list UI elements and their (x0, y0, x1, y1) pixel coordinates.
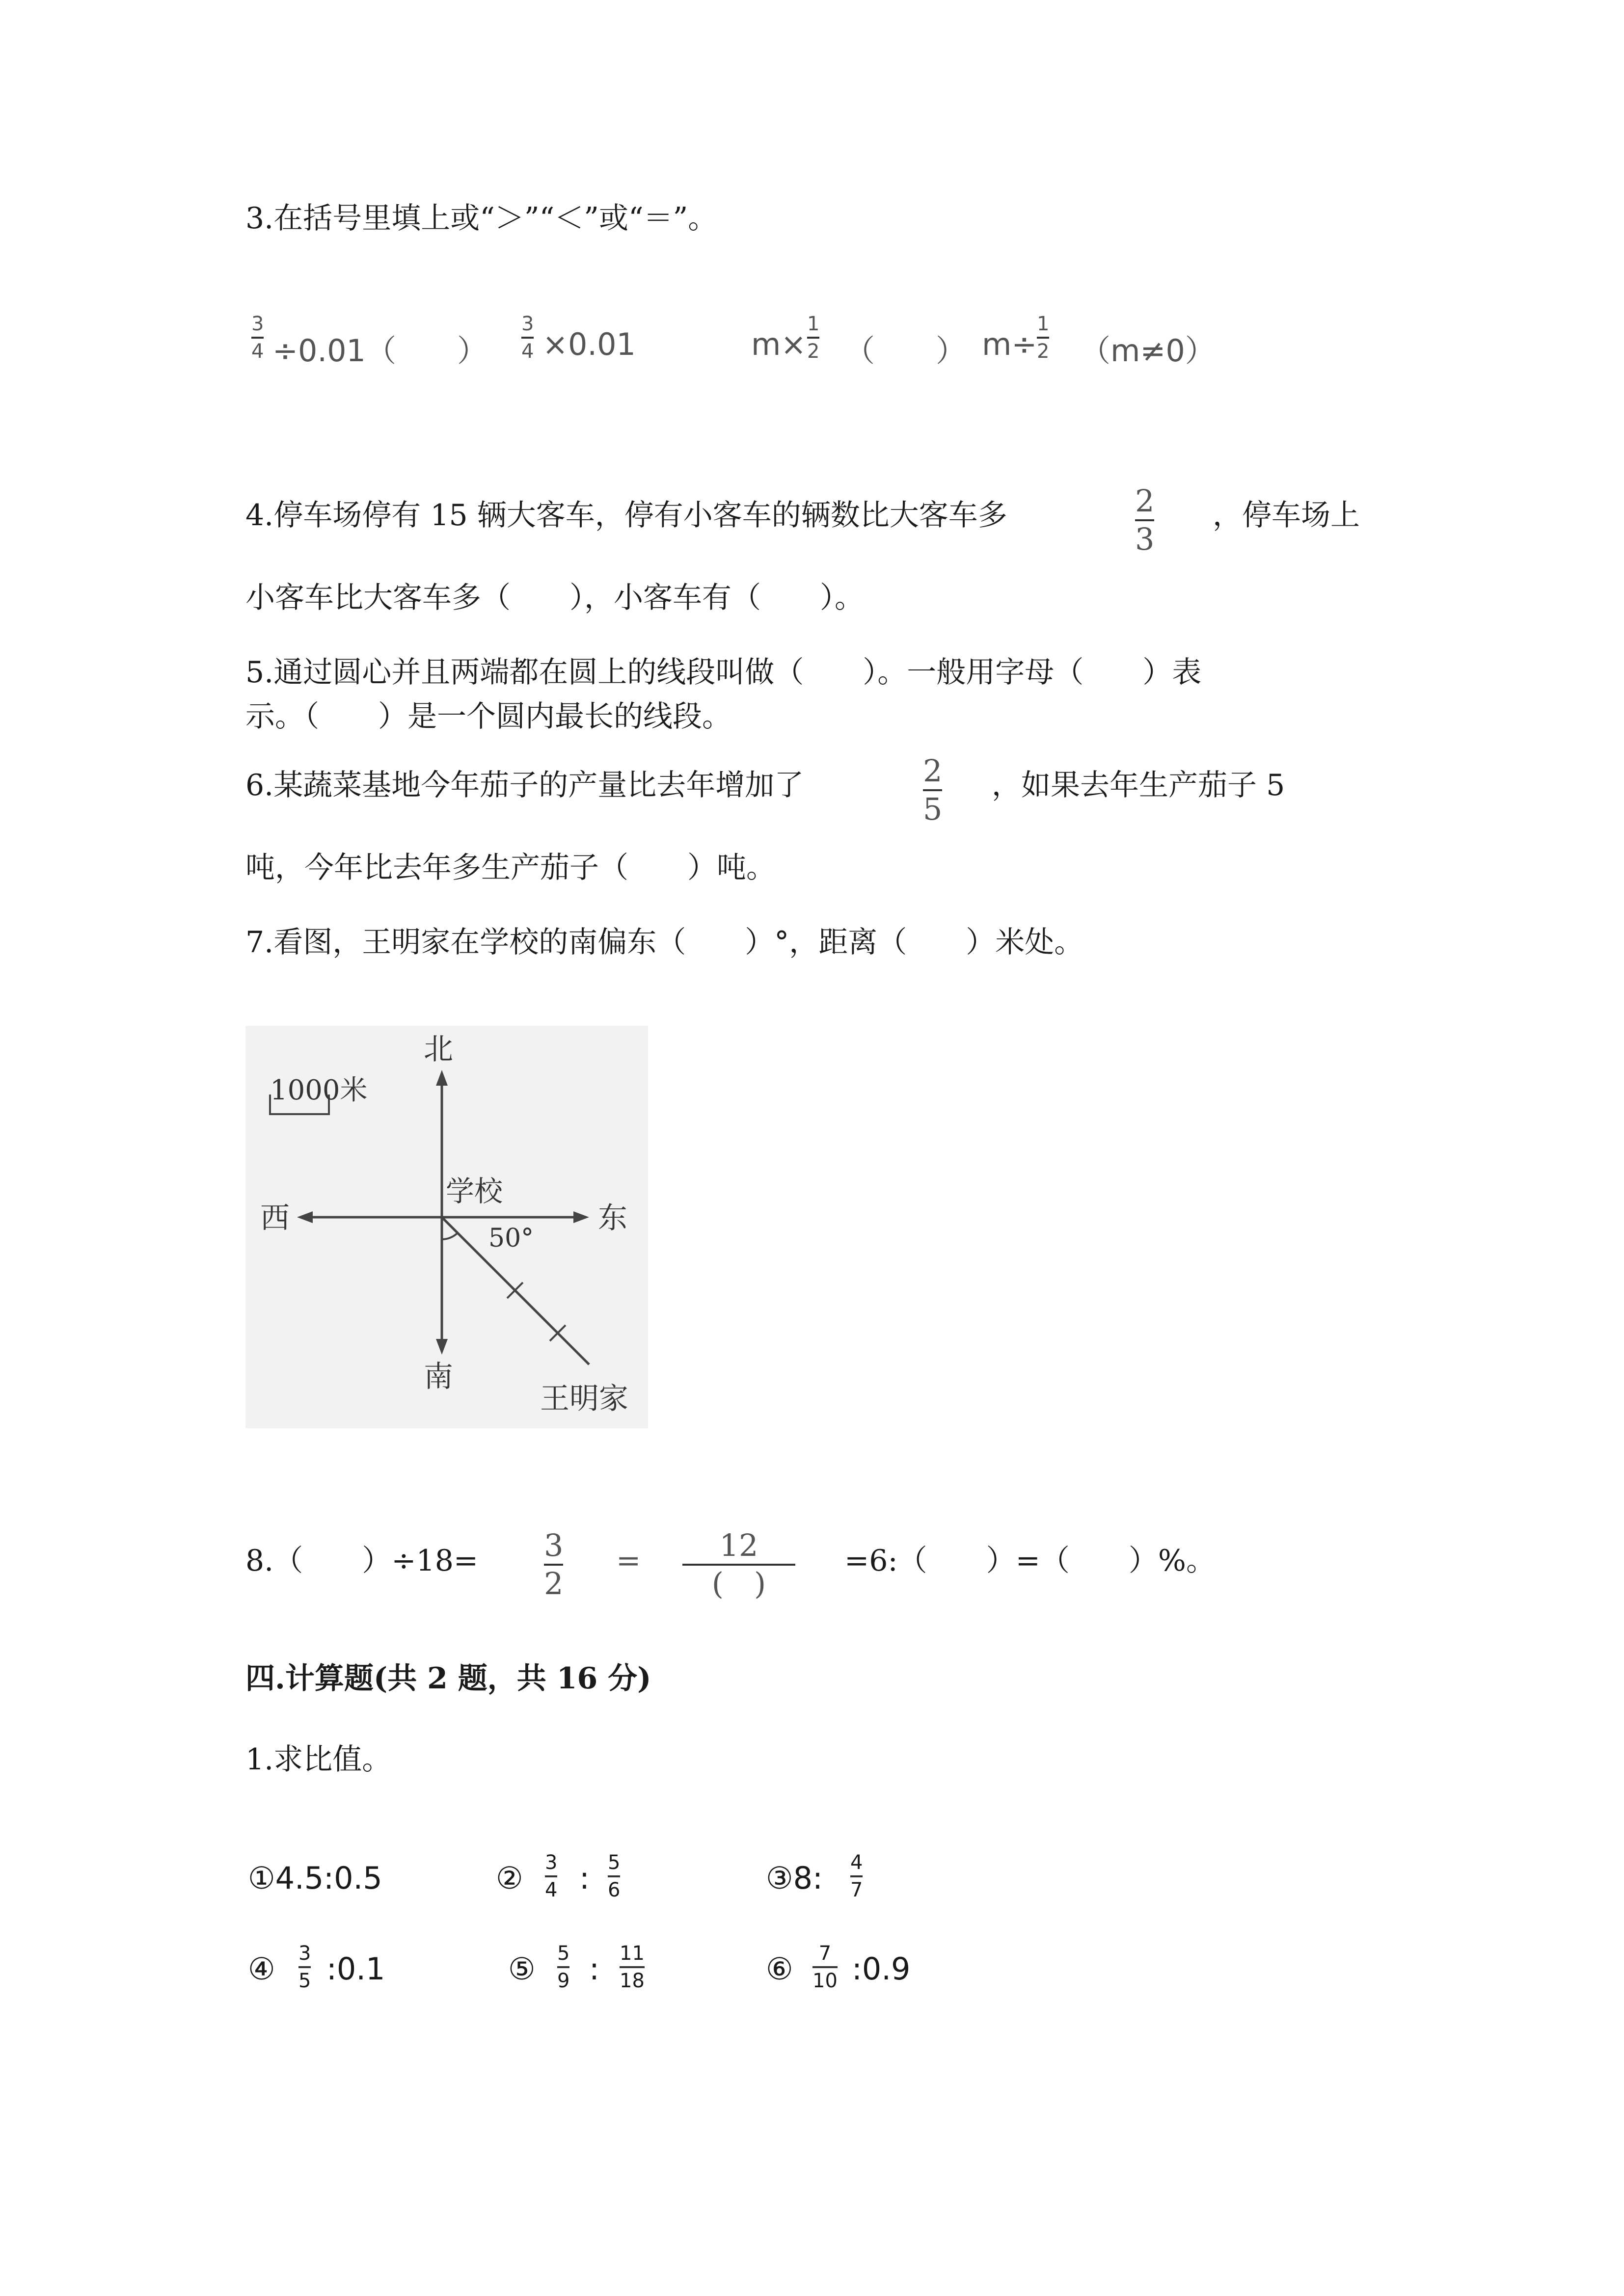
ratio-colon: : (579, 1860, 590, 1896)
q3-part4: （ ） (844, 333, 967, 369)
q3-part6: （m≠0） (1080, 333, 1216, 369)
fraction: 5 6 (608, 1851, 621, 1901)
q3-title: 3.在括号里填上或“＞”“＜”或“＝”。 (245, 201, 718, 236)
q3-part2: ×0.01 (542, 326, 636, 362)
fraction: 2 5 (923, 753, 943, 827)
ratio-item-6-rest: :0.9 (852, 1951, 911, 1987)
fraction: 3 4 (521, 313, 534, 363)
q3-part1: ÷0.01（ ） (272, 333, 487, 369)
q6-line1a: 6.某蔬菜基地今年茄子的产量比去年增加了 (245, 768, 804, 802)
q7-text: 7.看图，王明家在学校的南偏东（ ）°，距离（ ）米处。 (245, 925, 1084, 960)
q4-line1a: 4.停车场停有 15 辆大客车，停有小客车的辆数比大客车多 (245, 498, 1007, 533)
q8-equals: = (616, 1544, 641, 1578)
direction-diagram (245, 1021, 648, 1433)
q5-line1: 5.通过圆心并且两端都在圆上的线段叫做（ ）。一般用字母（ ）表 (245, 655, 1202, 690)
q6-line2: 吨，今年比去年多生产茄子（ ）吨。 (245, 851, 776, 885)
ratio-item-6-label: ⑥ (766, 1951, 793, 1987)
fraction: 7 10 (812, 1942, 838, 1992)
angle-label: 50° (488, 1224, 534, 1253)
q3-part3: m× (751, 326, 807, 362)
ratio-item-4-label: ④ (248, 1951, 275, 1987)
west-label: 西 (260, 1201, 290, 1235)
ratio-colon: : (589, 1951, 599, 1987)
c1-title: 1.求比值。 (245, 1742, 392, 1777)
fraction: 4 7 (850, 1851, 863, 1901)
fraction: 5 9 (557, 1942, 570, 1992)
scale-label: 1000米 (270, 1074, 368, 1106)
ratio-item-1: ①4.5:0.5 (248, 1860, 382, 1896)
fraction: 3 5 (298, 1942, 311, 1992)
fraction: 12 ( ) (682, 1530, 795, 1599)
school-label: 学校 (446, 1175, 503, 1208)
q5-line2: 示。（ ）是一个圆内最长的线段。 (245, 699, 731, 734)
fraction: 3 2 (544, 1527, 564, 1602)
section-title: 四.计算题(共 2 题，共 16 分) (245, 1661, 651, 1696)
fraction: 11 18 (620, 1942, 645, 1992)
q4-line2: 小客车比大客车多（ ），小客车有（ ）。 (245, 581, 864, 615)
home-label: 王明家 (540, 1382, 628, 1416)
ratio-item-2-label: ② (496, 1860, 523, 1896)
ratio-item-3-label: ③8: (766, 1860, 823, 1896)
ratio-item-5-label: ⑤ (508, 1951, 536, 1987)
south-label: 南 (424, 1360, 453, 1394)
q8-part1: 8.（ ）÷18= (245, 1544, 479, 1578)
q8-part2: =6:（ ）=（ ）%。 (844, 1544, 1216, 1578)
q4-line1b: ，停车场上 (1213, 498, 1360, 533)
q6-line1b: ，如果去年生产茄子 5 (992, 768, 1285, 802)
east-label: 东 (598, 1201, 627, 1235)
ratio-item-4-rest: :0.1 (326, 1951, 385, 1987)
fraction: 2 3 (1135, 483, 1155, 557)
north-label: 北 (424, 1032, 453, 1067)
fraction: 3 4 (545, 1851, 558, 1901)
fraction: 1 2 (1037, 313, 1050, 363)
fraction: 1 2 (807, 313, 820, 363)
fraction: 3 4 (251, 313, 264, 363)
q3-part5: m÷ (982, 326, 1037, 362)
